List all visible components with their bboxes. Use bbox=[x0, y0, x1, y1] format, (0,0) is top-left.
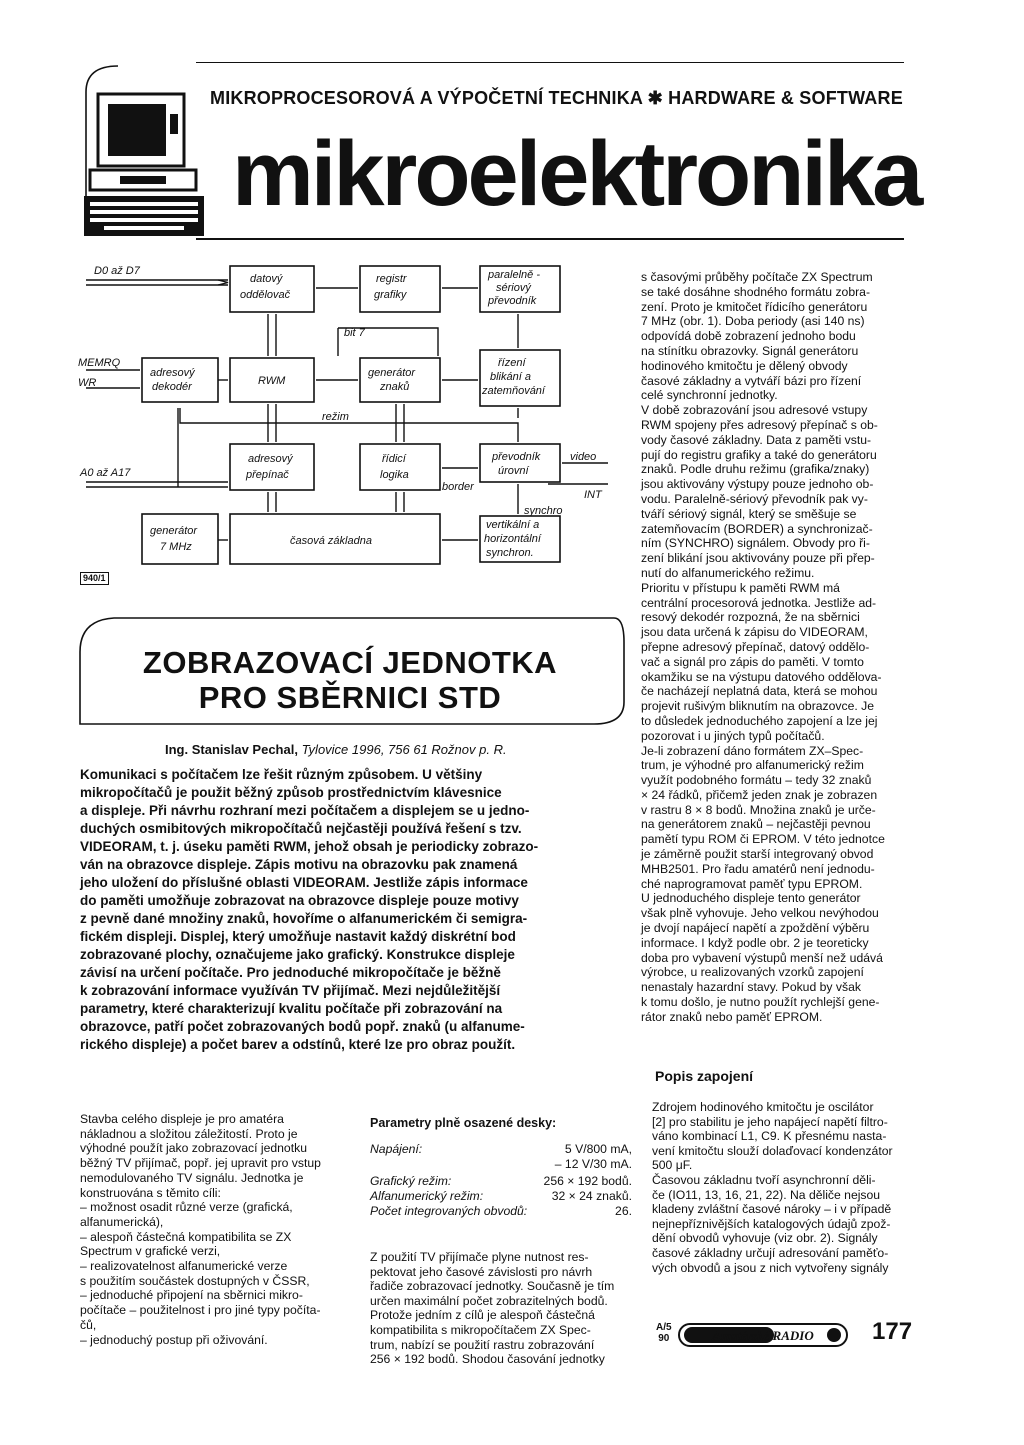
popis-line: vých obvodů a jsou z nich vytvořeny signály bbox=[652, 1260, 889, 1275]
right-line: znaků. Podle druhu režimu (grafika/znaky) bbox=[641, 462, 870, 477]
right-line: odpovídá době zobrazení jednoho bodu bbox=[641, 329, 856, 344]
popis-line: [2] pro stabilitu je jeho napájecí napětí filtro- bbox=[652, 1114, 888, 1129]
right-line: pozorovat i u jiných typů počítačů. bbox=[641, 728, 825, 743]
right-line: časové základny a vytváří bázi pro řízení bbox=[641, 373, 862, 388]
popis-line: váno kombinací L1, C9. K přesnému nasta- bbox=[652, 1129, 887, 1144]
issue-top: A/5 bbox=[656, 1322, 672, 1333]
popis-line: Časovou základnu tvoří asynchronní děli- bbox=[652, 1172, 876, 1187]
lower-left-line: konstruována s těmito cíli: bbox=[80, 1185, 221, 1200]
param-label: Alfanumerický režim: bbox=[370, 1189, 484, 1203]
label-casova: časová základna bbox=[290, 535, 372, 547]
lead-paragraph bbox=[80, 766, 622, 1054]
block-diagram bbox=[78, 258, 618, 598]
lead-line: rického displeje) a počet barev a odstínů, které lze pro obraz použít. bbox=[80, 1037, 516, 1052]
lower-left-line: Spectrum v grafické verzi, bbox=[80, 1244, 221, 1259]
lead-line: VIDEORAM, t. j. úseku paměti RWM, jehož obsah je periodicky zobrazo- bbox=[80, 839, 539, 854]
label-bit7: bit 7 bbox=[344, 327, 365, 339]
popis-line: časové základny určují adresování paměťo- bbox=[652, 1245, 889, 1260]
label-a-bus: A0 až A17 bbox=[80, 467, 131, 479]
right-line: če nacházejí neplatná data, která se mohou bbox=[641, 684, 878, 699]
label-zatemnovani: zatemňování bbox=[482, 385, 545, 397]
mid-line: 256 × 192 bodů. Shodou časování jednotky bbox=[370, 1352, 605, 1367]
right-line: RWM spojeny přes adresový přepínač s ob- bbox=[641, 417, 878, 432]
right-line: informace. I když podle obr. 2 je teoreticky bbox=[641, 935, 869, 950]
label-adresovy: adresový bbox=[150, 367, 195, 379]
issue-bottom: 90 bbox=[658, 1333, 670, 1344]
right-line: však plně vyhovuje. Jeho velkou nevýhodou bbox=[641, 906, 879, 921]
right-line: nenastaly hazardní stavy. Pokud by však bbox=[641, 980, 861, 995]
label-adresovy-2: adresový bbox=[248, 453, 293, 465]
block-adresovy-dekoder bbox=[142, 358, 218, 402]
right-line: jsou data určená k zápisu do VIDEORAM, bbox=[641, 625, 868, 640]
right-line: projevit rušivým bliknutím na obrazovce. Je bbox=[641, 699, 875, 714]
label-urovni: úrovní bbox=[498, 465, 529, 477]
right-line: doba pro vybavení výstupů menší než udává bbox=[641, 950, 883, 965]
label-horizontalni: horizontální bbox=[484, 533, 541, 545]
lead-line: Komunikaci s počítačem lze řešit různým způsobem. U většiny bbox=[80, 767, 483, 782]
param-value: 256 × 192 bodů. bbox=[543, 1174, 632, 1188]
right-line: vač a signál pro zápis do paměti. V tomto bbox=[641, 654, 864, 669]
right-line: trum, je výhodné pro alfanumerický režim bbox=[641, 758, 864, 773]
label-blikani-a: blikání a bbox=[490, 371, 531, 383]
right-line: k tomu došlo, je nutno použít rychlejší gene- bbox=[641, 995, 880, 1010]
article-title-line1: ZOBRAZOVACÍ JEDNOTKA bbox=[142, 645, 558, 680]
params-title: Parametry plně osazené desky: bbox=[370, 1116, 557, 1130]
popis-line: vení kmitočtu slouží dolaďovací kondenzátor bbox=[652, 1143, 893, 1158]
right-line: U jednoduchého displeje tento generátor bbox=[641, 891, 861, 906]
right-line: v rastru 8 × 8 bodů. Množina znaků je urče- bbox=[641, 802, 876, 817]
amaterske-radio-logo bbox=[678, 1322, 848, 1348]
mid-line: pektovat jeho časové závislosti pro návrh bbox=[370, 1264, 593, 1279]
header-rule bbox=[196, 238, 904, 240]
label-oddelovac: oddělovač bbox=[240, 289, 291, 301]
param-label: Napájení: bbox=[370, 1142, 423, 1156]
lead-line: do paměti umožňuje zobrazovat na obrazovce displeje pouze motivy bbox=[80, 893, 519, 908]
popis-line: nejnepříznivějších katalogových údajů zpož- bbox=[652, 1216, 891, 1231]
label-generator: generátor bbox=[368, 367, 416, 379]
lead-line: mikropočítačů je použit běžný způsob prostřednictvím klávesnice bbox=[80, 785, 502, 800]
right-line: celé synchronní jednotky. bbox=[641, 388, 778, 403]
figure-label: 940/1 bbox=[80, 572, 109, 585]
param-value: 26. bbox=[615, 1204, 632, 1218]
label-prevodnik-2: převodník bbox=[492, 451, 541, 463]
param-value: – 12 V/30 mA. bbox=[554, 1157, 632, 1171]
computer-icon bbox=[80, 84, 208, 240]
label-gen-7mhz-1: generátor bbox=[150, 525, 198, 537]
lower-left-line: alfanumerická), bbox=[80, 1214, 164, 1229]
label-synchron: synchron. bbox=[486, 547, 534, 559]
mid-line: kompatibilita s mikropočítačem ZX Spec- bbox=[370, 1322, 591, 1337]
right-line: okamžiku se na výstupu datového oddělova- bbox=[641, 669, 882, 684]
lead-line: fickém displeji. Displej, který umožňuje nastavit každý diskrétní bod bbox=[80, 929, 516, 944]
right-line: se také dosáhne shodného formátu zobra- bbox=[641, 284, 871, 299]
section-header-subtitle: MIKROPROCESOROVÁ A VÝPOČETNÍ TECHNIKA ✱ HARDWARE & SOFTWARE bbox=[210, 88, 903, 108]
block-generator-znaku bbox=[360, 358, 440, 402]
label-gen-7mhz-2: 7 MHz bbox=[160, 541, 192, 553]
right-line: Je-li zobrazení dáno formátem ZX–Spec- bbox=[641, 743, 864, 758]
lead-line: a displeje. Při návrhu rozhraní mezi počítačem a displejem se u jedno- bbox=[80, 803, 530, 818]
lower-left-line: – jednoduché připojení na sběrnici mikro- bbox=[80, 1288, 303, 1303]
label-prepinac: přepínač bbox=[246, 469, 289, 481]
right-line: ché naprogramovat paměť typu EPROM. bbox=[641, 876, 863, 891]
lead-line: závisí na určení počítače. Pro jednoduché mikropočítače je běžně bbox=[80, 965, 501, 980]
author-line bbox=[165, 742, 507, 757]
mid-line: určen maximální počet zobrazitelných bodů. bbox=[370, 1293, 608, 1308]
label-ridici: řídicí bbox=[382, 453, 406, 465]
block-ridici-logika bbox=[360, 444, 440, 490]
popis-line: kladeny zvláštní časové nároky – i v případě bbox=[652, 1202, 892, 1217]
author-address: Tylovice 1996, 756 61 Rožnov p. R. bbox=[301, 742, 507, 757]
mid-line: řadiče zobrazovací jednotky. Současně je tím bbox=[370, 1279, 615, 1294]
right-line: rátor znaků nebo paměť EPROM. bbox=[641, 1009, 823, 1024]
label-vertikalni: vertikální a bbox=[486, 519, 540, 531]
right-line: resový dekodér rozpozná, že na sběrnici bbox=[641, 610, 860, 625]
lower-left-line: – možnost osadit různé verze (grafická, bbox=[80, 1200, 293, 1215]
right-line: na generátorem znaků – nejčastěji pevnou bbox=[641, 817, 871, 832]
right-line: zení blikání jsou aktivovány pouze při přep- bbox=[641, 551, 875, 566]
label-dekoder: dekodér bbox=[152, 381, 192, 393]
lead-line: jeho uložení do příslušné oblasti VIDEORAM. Jestliže zápis informace bbox=[80, 875, 528, 890]
middle-column-text bbox=[370, 1250, 632, 1367]
lower-left-line: počítače – použitelnost i pro jiné typy počíta- bbox=[80, 1303, 321, 1318]
label-memrq: MEMRQ bbox=[78, 357, 121, 369]
label-wr: WR bbox=[78, 377, 97, 389]
right-line: pují do registru grafiky a také do generátoru bbox=[641, 447, 877, 462]
label-logika: logika bbox=[380, 469, 409, 481]
label-paralelne: paralelně - bbox=[488, 269, 540, 281]
right-line: hodinového kmitočtu je dělený obvody bbox=[641, 358, 848, 373]
label-rizeni: řízení bbox=[498, 357, 526, 369]
lead-line: k zobrazování informace využíván TV přijímač. Mezi nejdůležitější bbox=[80, 983, 501, 998]
mid-line: Z použití TV přijímače plyne nutnost res- bbox=[370, 1250, 589, 1264]
block-adresovy-prepinac bbox=[230, 444, 314, 490]
section-header-title: mikroelektronika bbox=[232, 123, 921, 225]
right-column-text bbox=[641, 270, 909, 1025]
lead-line: obrazovce, patří počet zobrazovaných bodů popř. znaků (u alfanume- bbox=[80, 1019, 525, 1034]
logo-text: Amatérské RADIO bbox=[712, 1328, 814, 1343]
lead-line: zobrazované plochy, označujeme jako grafický. Konstrukce displeje bbox=[80, 947, 515, 962]
author-name: Ing. Stanislav Pechal, bbox=[165, 742, 298, 757]
label-video: video bbox=[570, 451, 597, 463]
block-generator-7mhz bbox=[142, 514, 218, 564]
right-line: přepne adresový přepínač, datový oddělo- bbox=[641, 639, 870, 654]
lead-line: duchých osmibitových mikropočítačů nejčastěji používá řešení s tzv. bbox=[80, 821, 522, 836]
lower-left-text bbox=[80, 1112, 346, 1347]
right-line: výrobce, u realizovaných vzorků zapojení bbox=[641, 965, 864, 980]
lower-left-line: běžný TV přijímač, popř. jej upravit pro vstup bbox=[80, 1156, 321, 1171]
param-label: Grafický režim: bbox=[370, 1174, 452, 1188]
label-znaku: znaků bbox=[380, 381, 410, 393]
popis-line: 500 μF. bbox=[652, 1158, 693, 1173]
label-prevodnik: převodník bbox=[488, 295, 537, 307]
section-heading-popis: Popis zapojení bbox=[655, 1068, 754, 1084]
right-line: vodu. Paralelně-sériový převodník pak vy- bbox=[641, 491, 868, 506]
popis-text bbox=[652, 1100, 914, 1275]
right-line: zatemňovacím (BORDER) a synchronizač- bbox=[641, 521, 873, 536]
label-grafiky: grafiky bbox=[374, 289, 407, 301]
lead-line: z pevně dané množiny znaků, hovoříme o alfanumerickém či semigra- bbox=[80, 911, 528, 926]
lower-left-line: s použitím součástek dostupných v ČSSR, bbox=[80, 1273, 310, 1288]
label-rezim: režim bbox=[322, 411, 349, 423]
label-registr: registr bbox=[376, 273, 407, 285]
param-value: 32 × 24 znaků. bbox=[551, 1189, 632, 1203]
right-line: ním (SYNCHRO) signálem. Obvody pro ři- bbox=[641, 536, 870, 551]
right-line: je záměrně použit starší integrovaný obvod bbox=[641, 847, 874, 862]
right-line: pamětí typu ROM či EPROM. V této jednotce bbox=[641, 832, 885, 847]
popis-line: Zdrojem hodinového kmitočtu je oscilátor bbox=[652, 1100, 874, 1114]
label-int: INT bbox=[584, 489, 602, 501]
page-number: 177 bbox=[872, 1318, 913, 1345]
lower-left-line: – realizovatelnost alfanumerické verze bbox=[80, 1259, 288, 1274]
right-line: na stínítku obrazovky. Signál generátoru bbox=[641, 343, 859, 358]
right-line: centrální procesorová jednotka. Jestliže ad- bbox=[641, 595, 877, 610]
right-line: s časovými průběhy počítače ZX Spectrum bbox=[641, 270, 873, 284]
right-line: × 24 řádků, přičemž jeden znak je zobrazen bbox=[641, 787, 878, 802]
lower-left-line: – alespoň částečná kompatibilita se ZX bbox=[80, 1229, 292, 1244]
article-title-line2: PRO SBĚRNICI STD bbox=[198, 680, 502, 715]
right-line: Prioritu v přístupu k paměti RWM má bbox=[641, 580, 840, 595]
right-line: vody časové základny. Data z paměti vstu- bbox=[641, 432, 872, 447]
right-line: využít podobného formátu – tedy 32 znaků bbox=[641, 773, 872, 788]
right-line: tváří sériový signál, který se směšuje se bbox=[641, 506, 857, 521]
lower-left-line: – jednoduchý postup při oživování. bbox=[80, 1332, 268, 1347]
right-line: zení. Proto je kmitočet řídicího generátoru bbox=[641, 299, 868, 314]
popis-line: dění obvodů vyhovuje (viz obr. 2). Signály bbox=[652, 1231, 878, 1246]
label-d-bus: D0 až D7 bbox=[94, 265, 140, 277]
label-border: border bbox=[442, 481, 474, 493]
label-seriovy: sériový bbox=[496, 282, 531, 294]
lower-left-line: výhodné použít jako zobrazovací jednotku bbox=[80, 1141, 307, 1156]
right-line: jsou aktivovány výstupy pouze jednoho ob- bbox=[641, 477, 874, 492]
label-synchro: synchro bbox=[524, 505, 563, 517]
right-line: 7 MHz (obr. 1). Doba periody (asi 140 ns) bbox=[641, 314, 865, 329]
mid-line: trum, nabízí se použití rastru zobrazování bbox=[370, 1337, 595, 1352]
lower-left-line: nákladnou a složitou záležitostí. Proto je bbox=[80, 1126, 298, 1141]
lower-left-line: Stavba celého displeje je pro amatéra bbox=[80, 1112, 284, 1126]
param-value: 5 V/800 mA, bbox=[564, 1142, 632, 1156]
param-label: Počet integrovaných obvodů: bbox=[370, 1204, 528, 1218]
lower-left-line: čů, bbox=[80, 1317, 97, 1332]
right-line: je dvojí napájecí napětí a zpoždění výběru bbox=[641, 921, 870, 936]
lead-line: parametry, které charakterizují kvalitu počítače při zobrazování na bbox=[80, 1001, 503, 1016]
right-line: MHB2501. Pro řadu amatérů není jednodu- bbox=[641, 861, 875, 876]
right-line: nutí do alfanumerického režimu. bbox=[641, 565, 815, 580]
issue-number bbox=[656, 1322, 672, 1344]
label-rwm: RWM bbox=[258, 375, 286, 387]
mid-line: Protože jedním z cílů je alespoň částečná bbox=[370, 1308, 595, 1323]
lower-left-line: nemodulovaného TV signálu. Jednotka je bbox=[80, 1170, 304, 1185]
lead-line: ván na obrazovce displeje. Zápis motivu na obrazovku pak znamená bbox=[80, 857, 518, 872]
right-line: to důsledek jednoduchého zapojení a lze jej bbox=[641, 713, 878, 728]
label-datovy: datový bbox=[250, 273, 283, 285]
right-line: V době zobrazování jsou adresové vstupy bbox=[641, 403, 868, 418]
popis-line: če (IO11, 13, 16, 21, 22). Na děliče nejsou bbox=[652, 1187, 881, 1202]
